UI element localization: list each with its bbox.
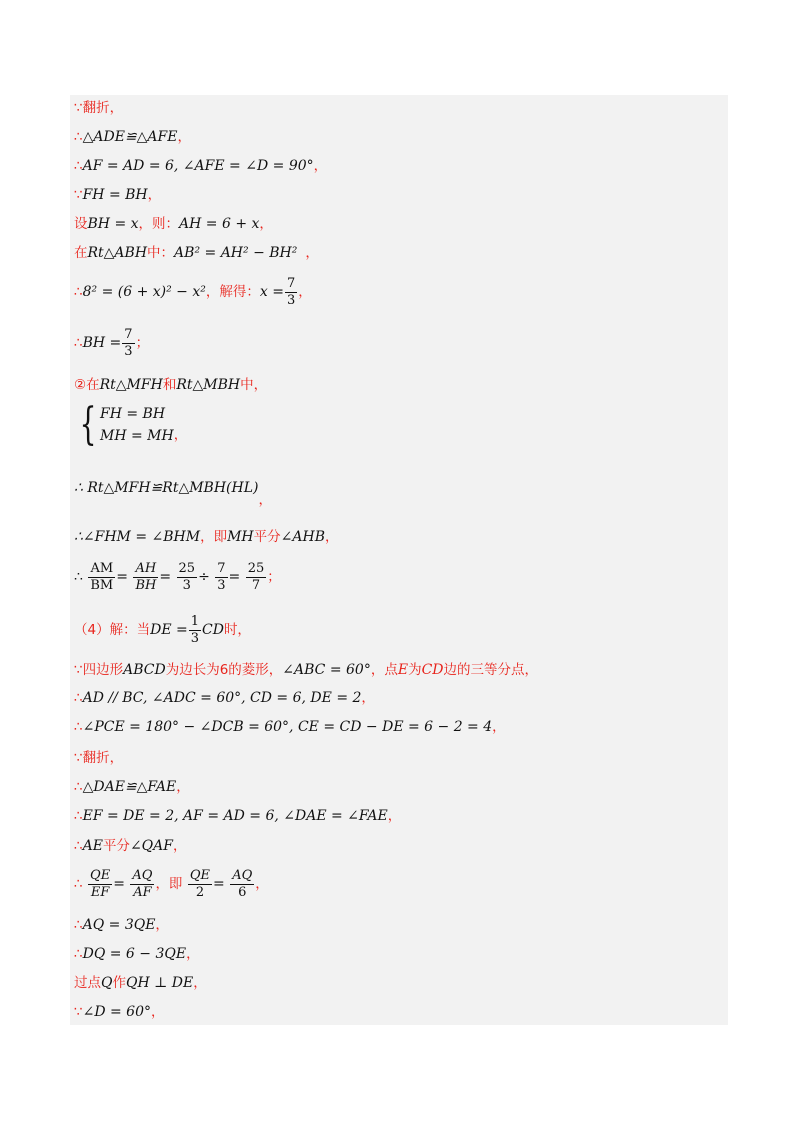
line-25: [74, 973, 207, 993]
fraction: [88, 561, 115, 594]
line-8: [74, 323, 149, 363]
denominator: AF: [130, 884, 154, 901]
line-5: [74, 214, 273, 234]
operator: =: [116, 569, 128, 585]
text: ，: [258, 492, 272, 508]
denominator: 3: [217, 577, 226, 593]
fraction: [215, 561, 227, 594]
math: BH = x: [87, 216, 139, 232]
text: ，则：: [138, 216, 180, 232]
therefore: ∴: [74, 129, 83, 145]
denominator: 6: [230, 884, 254, 901]
text: ，: [176, 779, 190, 795]
numerator: AH: [135, 560, 157, 576]
math: CD: [202, 622, 224, 638]
numerator: 7: [286, 275, 296, 291]
operator: =: [213, 876, 225, 892]
operator: ÷: [198, 569, 210, 585]
text: ，: [361, 690, 375, 706]
fraction: [122, 327, 134, 360]
text: 过点: [74, 975, 101, 991]
denominator: EF: [88, 884, 112, 901]
text: ，解得：: [205, 284, 260, 300]
text: ，即: [155, 876, 183, 892]
numerator: 25: [247, 560, 265, 576]
math: Rt△ABH: [87, 245, 148, 261]
line-11: [74, 478, 272, 508]
text: 作: [112, 975, 126, 991]
row-2: MH = MH: [100, 428, 174, 444]
text: ②在: [74, 377, 100, 393]
fraction: [130, 868, 154, 901]
operator: =: [113, 876, 125, 892]
therefore: ∴: [74, 284, 83, 300]
numerator: QE: [90, 867, 111, 883]
line-9: [74, 375, 267, 395]
math: EF = DE = 2, AF = AD = 6, ∠DAE = ∠FAE: [82, 808, 388, 824]
line-1: [74, 98, 123, 118]
text: 平分: [102, 838, 130, 854]
denominator: 3: [124, 343, 133, 359]
math: DQ = 6 − 3QE: [82, 946, 187, 962]
text: ，即: [200, 529, 228, 545]
therefore: ∴: [74, 838, 83, 854]
line-22: [74, 864, 269, 904]
text: ，: [387, 808, 402, 824]
math: ∠D = 60°: [82, 1004, 151, 1020]
text: ∵翻折，: [74, 100, 124, 116]
math: FH = BH: [82, 187, 148, 203]
text: ，: [147, 187, 162, 203]
math: 8² = (6 + x)² − x²: [82, 284, 206, 300]
math: Q: [101, 975, 113, 991]
numerator: AQ: [232, 867, 253, 883]
numerator: AQ: [132, 867, 153, 883]
therefore: ∴: [74, 779, 83, 795]
line-23: [74, 915, 169, 935]
math: ABCD: [123, 662, 166, 678]
math: ∠PCE = 180° − ∠DCB = 60°, CE = CD − DE = 6 − 2 = 4: [82, 719, 493, 735]
text: 设: [74, 216, 88, 232]
math: BH =: [82, 335, 122, 351]
text: ∵四边形: [74, 662, 124, 678]
operator: =: [159, 569, 172, 585]
text: ，: [151, 1004, 165, 1020]
math: AH = 6 + x: [179, 216, 260, 232]
text: ，点: [370, 662, 398, 678]
text: 平分: [253, 529, 281, 545]
text: ∵翻折，: [74, 750, 124, 766]
therefore: ∴: [74, 690, 83, 706]
line-10: [74, 400, 187, 450]
text: 为: [408, 662, 422, 678]
text: ；: [267, 569, 281, 585]
therefore: ∴: [74, 876, 83, 892]
fraction: [189, 614, 201, 647]
math: x =: [259, 284, 284, 300]
math: DE =: [150, 622, 188, 638]
therefore: ∴: [74, 808, 83, 824]
line-18: [74, 748, 123, 768]
fraction: [230, 868, 254, 901]
text: 为边长为: [165, 662, 220, 678]
text: 和: [162, 377, 177, 393]
line-6: [74, 243, 319, 263]
fraction: [133, 561, 158, 594]
equation-system: [100, 403, 174, 447]
numerator: 25: [178, 560, 196, 576]
denominator: BM: [90, 577, 114, 593]
line-24: [74, 944, 200, 964]
therefore: ∴: [74, 917, 83, 933]
text: ，: [155, 917, 169, 933]
text: 6: [219, 662, 229, 678]
therefore: ∴: [74, 335, 83, 351]
line-13: [74, 557, 281, 597]
left-brace: {: [79, 399, 97, 450]
math: Rt△MBH: [176, 377, 241, 393]
fraction: [188, 868, 212, 901]
therefore: ∴: [74, 158, 83, 174]
text: ，: [298, 284, 312, 300]
text: ，: [186, 946, 200, 962]
fraction: [285, 276, 297, 309]
fraction: [88, 868, 112, 901]
numerator: 7: [124, 326, 133, 342]
math: △ADE≌△AFE: [82, 129, 178, 145]
line-3: [74, 156, 327, 176]
numerator: AM: [90, 560, 114, 576]
denominator: 3: [190, 630, 199, 646]
because: ∵: [74, 1004, 83, 1020]
therefore: ∴: [74, 946, 83, 962]
text: 在: [74, 245, 88, 261]
text: ，: [177, 129, 191, 145]
line-2: [74, 127, 191, 147]
text: 中：: [147, 245, 175, 261]
text: 中，: [240, 377, 268, 393]
because: ∵: [74, 187, 83, 203]
math: ∴ Rt△MFH≌Rt△MBH(HL): [74, 480, 259, 496]
math: ∠QAF: [129, 838, 173, 854]
text: 时，: [223, 622, 251, 638]
fraction: [246, 561, 267, 594]
math: AQ = 3QE: [82, 917, 156, 933]
numerator: 7: [217, 560, 226, 576]
text: ，: [492, 719, 506, 735]
operator: =: [228, 569, 241, 585]
math: MH: [227, 529, 254, 545]
math: E: [397, 662, 409, 678]
math: CD: [421, 662, 444, 678]
row-1: FH = BH: [100, 406, 166, 422]
line-16: [74, 688, 375, 708]
text: ，: [305, 245, 319, 261]
line-26: [74, 1002, 165, 1022]
line-17: [74, 717, 506, 737]
line-21: [74, 836, 186, 856]
math: ∠ABC = 60°: [282, 662, 371, 678]
text: 边的三等分点，: [443, 662, 539, 678]
text: ，: [173, 427, 188, 443]
math: Rt△MFH: [99, 377, 163, 393]
math: QH ⊥ DE: [125, 975, 194, 991]
text: （4）解：当: [74, 622, 151, 638]
line-12: [74, 527, 338, 547]
text: ，: [313, 158, 328, 174]
therefore: ∴: [74, 569, 83, 585]
denominator: 3: [286, 292, 296, 308]
math: ∴∠FHM = ∠BHM: [74, 529, 201, 545]
math: AE: [82, 838, 103, 854]
math: AD // BC, ∠ADC = 60°, CD = 6, DE = 2: [82, 690, 362, 706]
line-7: [74, 272, 312, 312]
math: AF = AD = 6, ∠AFE = ∠D = 90°: [82, 158, 314, 174]
math: AB² = AH² − BH²: [174, 245, 298, 261]
text: ，: [324, 529, 339, 545]
math: △DAE≌△FAE: [82, 779, 177, 795]
line-15: [74, 660, 538, 680]
denominator: BH: [135, 577, 157, 593]
text: ，: [172, 838, 187, 854]
text: ，: [259, 216, 273, 232]
numerator: 1: [190, 613, 199, 629]
fraction: [177, 561, 198, 594]
line-20: [74, 806, 401, 826]
text: ，: [193, 975, 207, 991]
text: ；: [135, 335, 150, 351]
denominator: 3: [177, 577, 198, 594]
line-14: [74, 610, 251, 650]
numerator: QE: [189, 867, 211, 883]
text: 的菱形，: [228, 662, 283, 678]
line-4: [74, 185, 161, 205]
denominator: 7: [246, 577, 267, 594]
denominator: 2: [188, 884, 212, 901]
therefore: ∴: [74, 719, 83, 735]
text: ，: [255, 876, 269, 892]
math: ∠AHB: [280, 529, 325, 545]
line-19: [74, 777, 190, 797]
